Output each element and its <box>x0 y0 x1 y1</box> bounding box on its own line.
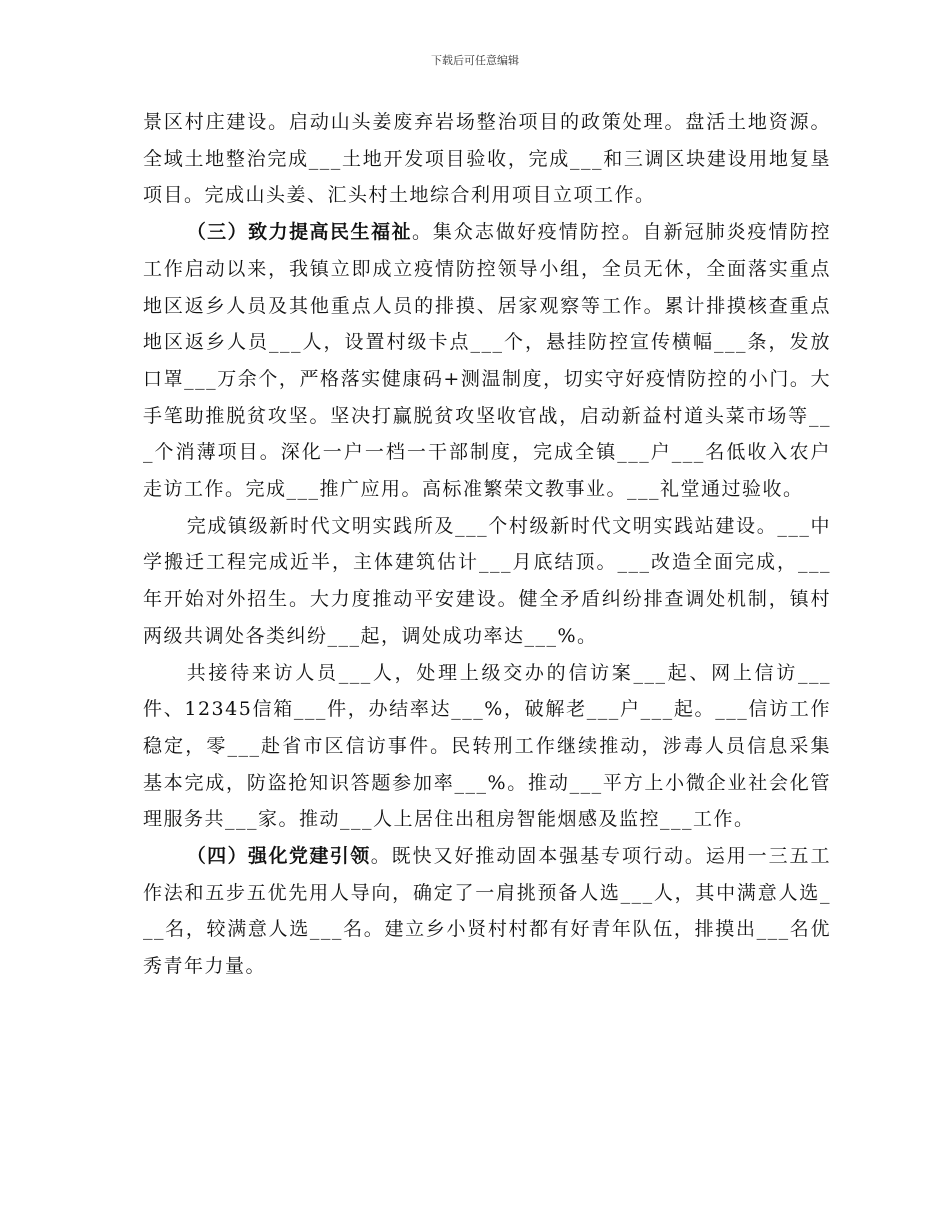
paragraph-text: 景区村庄建设。启动山头姜废弃岩场整治项目的政策处理。盘活土地资源。全域土地整治完成___土地开发项目验收，完成___和三调区块建设用地复垦项目。完成山头姜、汇头村土地综合利用项目立项工作。 <box>143 111 831 207</box>
paragraph-land-construction <box>143 104 831 214</box>
paragraph-petitions <box>143 655 831 839</box>
paragraph-civilization <box>143 508 831 655</box>
paragraph-text: 共接待来访人员___人，处理上级交办的信访案___起、网上信访___件、12345信箱___件，办结率达___%，破解老___户___起。___信访工作稳定，零___赴省市区信访事件。民转刑工作继续推动，涉毒人员信息采集基本完成，防盗抢知识答题参加率___%。推动___平方上小微企业社会化管理服务共___家。推动___人上居住出租房智能烟感及监控___工作。 <box>143 661 831 831</box>
paragraph-livelihood <box>143 214 831 508</box>
page-header: 下载后可任意编辑 <box>431 54 519 67</box>
section-heading-party-building: （四）强化党建引领 <box>186 845 371 868</box>
paragraph-text: 。集众志做好疫情防控。自新冠肺炎疫情防控工作启动以来，我镇立即成立疫情防控领导小组，全员无休，全面落实重点地区返乡人员及其他重点人员的排摸、居家观察等工作。累计排摸核查重点地区返乡人员___人，设置村级卡点___个，悬挂防控宣传横幅___条，发放口罩___万余个，严格落实健康码+测温制度，切实守好疫情防控的小门。大手笔助推脱贫攻坚。坚决打赢脱贫攻坚收官战，启动新益村道头菜市场等___个消薄项目。深化一户一档一干部制度，完成全镇___户___名低收入农户走访工作。完成___推广应用。高标准繁荣文教事业。___礼堂通过验收。 <box>143 221 831 501</box>
paragraph-text: 。既快又好推动固本强基专项行动。运用一三五工作法和五步五优先用人导向，确定了一肩挑预备人选___人，其中满意人选___名，较满意人选___名。建立乡小贤村村都有好青年队伍，排摸出___名优秀青年力量。 <box>143 845 831 978</box>
paragraph-text: 完成镇级新时代文明实践所及___个村级新时代文明实践站建设。___中学搬迁工程完成近半，主体建筑估计___月底结顶。___改造全面完成，___年开始对外招生。大力度推动平安建设。健全矛盾纠纷排查调处机制，镇村两级共调处各类纠纷___起，调处成功率达___%。 <box>143 514 831 647</box>
section-heading-livelihood: （三）致力提高民生福祉 <box>186 221 412 244</box>
document-body <box>143 104 831 985</box>
paragraph-party-building <box>143 838 831 985</box>
